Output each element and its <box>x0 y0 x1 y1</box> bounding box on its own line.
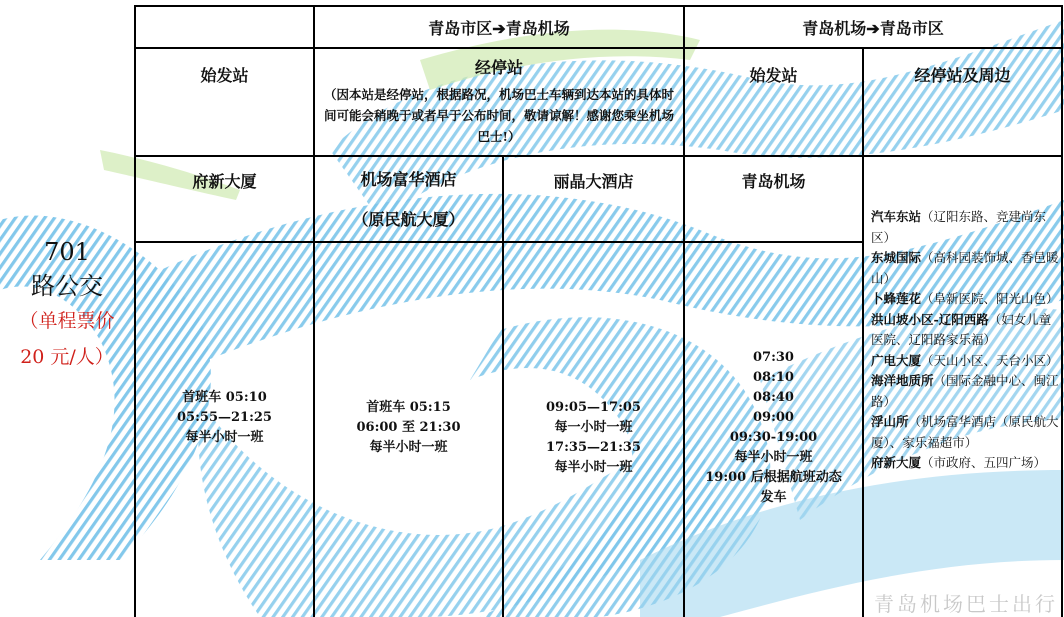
station-fuxin-label: 府新大厦 <box>192 171 257 191</box>
list-item <box>871 207 1059 248</box>
schedule-lijing-line: 17:35—21:35 <box>546 440 641 455</box>
schedule-fuxin-line: 首班车 05:10 <box>182 390 267 405</box>
fare-line-1: （单程票价 <box>19 310 115 332</box>
schedule-airport-line: 08:40 <box>753 390 794 405</box>
fare-line-2: 20 元/人） <box>20 346 114 368</box>
schedule-lijing-line: 每一小时一班 <box>554 420 633 435</box>
schedule-fuhua-line: 首班车 05:15 <box>366 400 451 415</box>
direction-to-airport-header <box>315 7 683 47</box>
schedule-airport-line: 07:30 <box>753 350 794 365</box>
direction-to-city-label: 青岛机场➔青岛市区 <box>802 18 944 38</box>
route-label-cell <box>0 215 134 395</box>
stop-name: 洪山坡小区-辽阳西路 <box>871 311 989 327</box>
route-name: 路公交 <box>31 272 103 300</box>
origin-return-label: 始发站 <box>749 65 798 85</box>
station-fuxin <box>136 160 313 200</box>
stop-detail: （国际金融中心、闽江路） <box>871 373 1059 409</box>
via-column-header <box>315 55 683 155</box>
schedule-airport-line: 每半小时一班 <box>734 450 813 465</box>
schedule-lijing <box>504 397 683 479</box>
schedule-airport <box>685 346 862 510</box>
return-stops-list <box>871 207 1059 474</box>
via-nearby-column-header <box>864 49 1061 99</box>
route-number: 701 <box>44 238 90 266</box>
station-airport-label: 青岛机场 <box>741 171 806 191</box>
stop-name: 广电大厦 <box>871 352 922 368</box>
stop-name: 海洋地质所 <box>871 373 934 388</box>
direction-to-airport-label: 青岛市区➔青岛机场 <box>428 18 570 38</box>
schedule-fuhua-line: 06:00 至 21:30 <box>356 420 461 435</box>
schedule-airport-line: 09:00 <box>753 410 794 425</box>
stop-name: 东城国际 <box>871 250 922 265</box>
station-lijing-label: 丽晶大酒店 <box>553 171 634 191</box>
schedule-lijing-line: 每半小时一班 <box>554 460 633 475</box>
stop-detail: （高科园装饰城、香邑暖山） <box>871 250 1059 286</box>
schedule-lijing-line: 09:05—17:05 <box>546 400 641 415</box>
stop-detail: （辽阳东路、竞建尚东区） <box>871 209 1047 245</box>
watermark: 青岛机场巴士出行 <box>874 592 1058 616</box>
list-item <box>871 453 1059 474</box>
schedule-fuxin-line: 05:55—21:25 <box>177 410 272 425</box>
list-item <box>871 412 1059 453</box>
station-fuhua <box>315 160 502 240</box>
via-note: （因本站是经停站，根据路况，机场巴士车辆到达本站的具体时间可能会稍晚于或者早于公布时间，敬请谅解！感谢您乘坐机场巴士!） <box>323 87 674 144</box>
schedule-airport-line: 发车 <box>760 490 787 505</box>
schedule-airport-line: 08:10 <box>753 370 794 385</box>
list-item <box>871 351 1059 372</box>
station-fuhua-line-1: 机场富华酒店 <box>360 170 457 189</box>
direction-to-city-header <box>685 7 1061 47</box>
stop-name: 汽车东站 <box>871 209 922 224</box>
stop-detail: （市政府、五四广场） <box>921 455 1047 470</box>
stop-detail: （妇女儿童医院、辽阳路家乐福） <box>871 311 1052 347</box>
station-airport <box>685 160 862 200</box>
stop-detail: （机场富华酒店（原民航大厦）、家乐福超市） <box>871 414 1059 450</box>
list-item <box>871 310 1059 351</box>
via-nearby-label: 经停站及周边 <box>914 65 1011 85</box>
schedule-airport-line: 19:00 后根据航班动态 <box>705 470 842 485</box>
stop-name: 浮山所 <box>871 414 909 429</box>
origin-column-header <box>136 49 313 99</box>
stop-name: 卜蜂莲花 <box>871 291 922 306</box>
list-item <box>871 289 1059 310</box>
schedule-airport-line: 09:30-19:00 <box>729 430 818 445</box>
station-fuhua-line-2: （原民航大厦） <box>352 210 465 229</box>
schedule-fuhua-line: 每半小时一班 <box>369 440 448 455</box>
stop-detail: （阜新医院、阳光山色） <box>921 291 1059 306</box>
schedule-fuxin <box>136 388 313 448</box>
stop-detail: （天山小区、天台小区） <box>921 352 1059 368</box>
stop-name: 府新大厦 <box>871 455 922 470</box>
origin-return-column-header <box>685 49 862 99</box>
station-lijing <box>504 160 683 200</box>
schedule-fuxin-line: 每半小时一班 <box>185 430 264 445</box>
list-item <box>871 248 1059 289</box>
origin-label: 始发站 <box>200 65 249 85</box>
schedule-fuhua <box>315 398 502 458</box>
list-item <box>871 371 1059 412</box>
via-label: 经停站 <box>474 58 523 77</box>
